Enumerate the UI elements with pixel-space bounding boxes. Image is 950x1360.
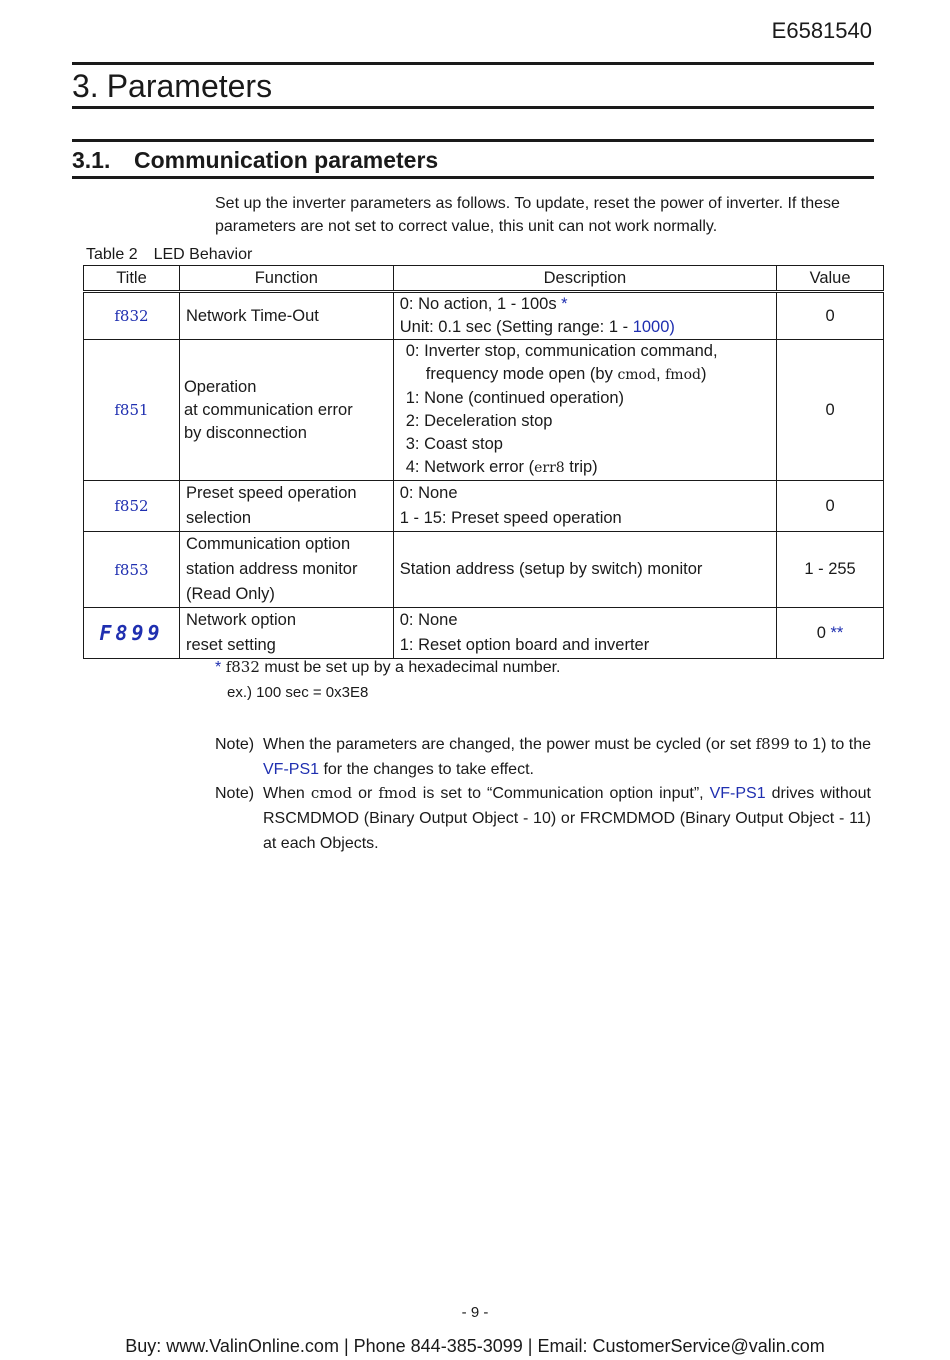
subsection-number: 3.1. — [72, 147, 111, 173]
table-caption — [86, 246, 252, 264]
function-line: station address monitor — [185, 560, 358, 578]
desc-line: 1: None (continued operation) — [405, 389, 625, 407]
header-function: Function — [179, 266, 393, 292]
note-1 — [215, 732, 871, 782]
note-label: Note) — [215, 736, 255, 753]
table-row — [84, 340, 884, 481]
table-caption-title: LED Behavior — [153, 246, 253, 263]
param-code: f832 — [84, 292, 180, 340]
desc-line: 0: Inverter stop, communication command, — [405, 342, 718, 360]
value-text: 0 — [816, 623, 826, 642]
desc-line: Station address (setup by switch) monitor — [399, 560, 703, 578]
footnote-code: f832 — [225, 658, 260, 676]
desc-text: , — [655, 365, 666, 383]
param-value: 0 — [777, 481, 884, 532]
desc-line: 0: None — [399, 611, 458, 629]
note-part: for the changes to take effect. — [319, 761, 534, 778]
section-heading — [72, 68, 272, 105]
desc-line: 2: Deceleration stop — [405, 412, 553, 430]
product-name: VF-PS1 — [263, 761, 320, 778]
note-part: to 1) to the — [789, 736, 871, 753]
note-part: drives without RSCMDMOD (Binary Output Object - 10) or FRCMDMOD (Binary Output Object - 11) at each Objects. — [263, 785, 871, 852]
header-description: Description — [393, 266, 776, 292]
desc-line — [406, 363, 770, 387]
param-value: 0 — [777, 340, 884, 481]
divider — [72, 176, 874, 179]
table-row — [84, 532, 884, 608]
function-line: Operation — [183, 377, 257, 396]
header-value: Value — [777, 266, 884, 292]
code-cmod: cmod — [310, 784, 353, 802]
note-part: When — [263, 785, 311, 802]
param-code — [84, 608, 180, 659]
section-number: 3. — [72, 68, 99, 104]
function-line: selection — [185, 509, 252, 527]
footnote-text: must be set up by a hexadecimal number. — [259, 659, 561, 676]
param-description — [393, 340, 776, 481]
footnote — [215, 658, 560, 677]
table-row — [84, 608, 884, 659]
param-description — [393, 481, 776, 532]
footnote-mark: ** — [830, 623, 844, 642]
divider — [72, 139, 874, 142]
table-row — [84, 292, 884, 340]
param-description — [393, 532, 776, 608]
function-line: Network option — [185, 611, 297, 629]
note-2 — [215, 781, 871, 856]
function-line: Communication option — [185, 535, 351, 553]
code-cmod: cmod — [617, 367, 656, 383]
param-value: 0 — [777, 292, 884, 340]
footnote-mark: * — [561, 295, 568, 313]
desc-range-max: 1000) — [632, 318, 675, 336]
note-part: is set to “Communication option input”, — [416, 785, 710, 802]
note-part: When the parameters are changed, the power must be cycled (or set — [263, 736, 756, 753]
desc-text: trip) — [564, 458, 598, 476]
param-value: 1 - 255 — [777, 532, 884, 608]
parameters-table — [83, 265, 884, 659]
param-value — [777, 608, 884, 659]
desc-line: 1: Reset option board and inverter — [399, 636, 650, 654]
param-function — [179, 340, 393, 481]
code-fmod: fmod — [378, 784, 417, 802]
page-number: - 9 - — [461, 1304, 489, 1321]
section-title: Parameters — [106, 68, 273, 104]
code-fmod: fmod — [665, 367, 701, 383]
param-description — [393, 608, 776, 659]
table-row — [84, 481, 884, 532]
desc-text: 4: Network error ( — [405, 458, 535, 476]
desc-text: ) — [700, 365, 707, 383]
desc-line: 0: None — [399, 484, 458, 502]
desc-line: 3: Coast stop — [405, 435, 503, 453]
intro-paragraph: Set up the inverter parameters as follows. To update, reset the power of inverter. If these parameters are not set to correct value, this unit can not work normally. — [215, 195, 840, 235]
function-line: at communication error — [183, 400, 353, 419]
param-function — [179, 608, 393, 659]
function-line: (Read Only) — [185, 585, 275, 603]
note-label: Note) — [215, 785, 255, 802]
subsection-title: Communication parameters — [134, 147, 439, 173]
function-line: Network Time-Out — [185, 306, 319, 325]
desc-line: 0: No action, 1 - 100s — [399, 295, 557, 313]
footer-contact: Buy: www.ValinOnline.com | Phone 844-385-3099 | Email: CustomerService@valin.com — [125, 1336, 825, 1356]
note-text — [263, 732, 871, 782]
function-line: by disconnection — [183, 423, 307, 442]
param-code: f853 — [84, 532, 180, 608]
document-id: E6581540 — [771, 18, 872, 43]
param-description — [393, 292, 776, 340]
code-f899: f899 — [755, 735, 790, 753]
function-line: Preset speed operation — [185, 484, 357, 502]
param-function — [179, 292, 393, 340]
param-function — [179, 532, 393, 608]
param-code: f851 — [84, 340, 180, 481]
desc-line — [406, 456, 770, 480]
footnote-mark: * — [215, 659, 222, 676]
table-header-row — [84, 266, 884, 292]
param-code: f852 — [84, 481, 180, 532]
divider — [72, 62, 874, 65]
param-function — [179, 481, 393, 532]
code-err8: err8 — [534, 460, 565, 476]
led-display-code: F899 — [99, 621, 164, 645]
note-part: or — [352, 785, 379, 802]
note-text — [263, 781, 871, 856]
table-caption-label: Table 2 — [86, 246, 138, 263]
subsection-heading — [72, 147, 438, 174]
divider — [72, 106, 874, 109]
product-name: VF-PS1 — [709, 785, 766, 802]
footnote-example: ex.) 100 sec = 0x3E8 — [227, 684, 369, 701]
desc-line: Unit: 0.1 sec (Setting range: 1 - — [399, 318, 633, 336]
desc-text: frequency mode open (by — [425, 365, 618, 383]
function-line: reset setting — [185, 636, 276, 654]
desc-line: 1 - 15: Preset speed operation — [399, 509, 622, 527]
header-title: Title — [84, 266, 180, 292]
